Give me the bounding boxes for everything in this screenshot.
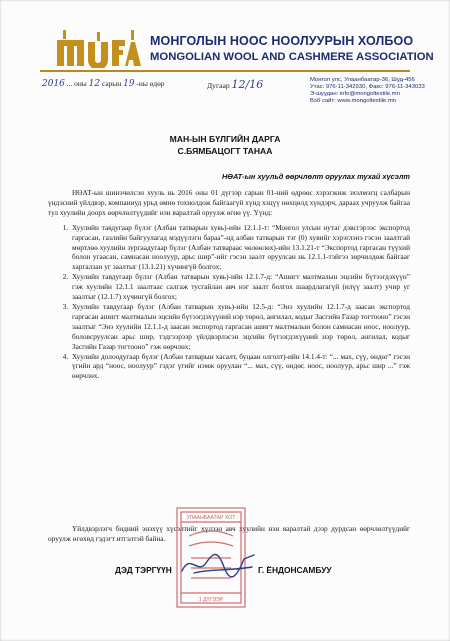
contact-address: Монгол улс, Улаанбаатар-36, Шуд-456 (310, 77, 415, 83)
proposal-list (48, 223, 410, 382)
contact-email: Э-шуудан: info@mongoltextile.mn (310, 91, 400, 98)
proposal-item-3: 3. Хуулийн тавдугаар бүлэг (Албан татварын хувь)-ийн 12.5-д: “Энэ хуулийн 12.1.7-д заасан экспортод гаргасан ашигт малтмалын эцсийн бүтээгдэхүүний нэр төрөл, ангилал, кодыг Засгийн Газар тогтооно” гэсэн заалтыг “Энэ хуулийн 12.1.1-д заасан экспортод гаргасан ашигт малтмалын болон самнасан ноос, ноолуур, боловсруулсан арьс шир, тэдгээрээр үйлдвэрлэсэн эцсийн бүтээгдэхүүний нэр төрөл, ангилал, кодыг Засгийн Газар тогтооно” гэж өөрчлөх; (70, 302, 410, 352)
signatory-title: ДЭД ТЭРГҮҮН (115, 565, 172, 575)
date-day-suffix: -ны өдөр (136, 79, 165, 88)
letter-date (42, 79, 164, 89)
proposal-item-2: 2. Хуулийн тавдугаар бүлэг (Албан татварын хувь)-ийн 12.1.7-д: “Ашигт малтмалын эцсийн бүтээгдэхүүн” гэж хуулийн 12.1.1 заалтаас салгаж тусгайлан авч нэг заалт болгох шаардлагагүй (илүү заалт) учир уг заалтыг (12.1.7) хүчингүй болгох; (70, 272, 410, 302)
letter-number (207, 78, 263, 91)
addressee-block (0, 133, 450, 157)
date-year: 2016 (42, 79, 65, 89)
date-month-suffix: сарын (101, 79, 122, 88)
handwritten-signature (178, 545, 258, 585)
date-day: 19 (123, 79, 135, 89)
contact-block (310, 77, 425, 105)
letter-subject: НӨАТ-ын хуульд өөрчлөлт оруулах тухай хүсэлт (221, 172, 410, 181)
body-closing: Үйлдвэрлэгч бидний энэхүү хүсэлтийг хүлээн авч хуулийн нэн яаралтай дээр дурдсан өөрчлөлтүүдийг оруулж өгөхөд гэдэгт итгэлтэй байна. (48, 524, 410, 543)
letter-number-value: 12/16 (231, 78, 264, 91)
proposal-item-1: 1. Хуулийн тавдугаар бүлэг (Албан татварын хувь)-ийн 12.1.1-т: “Монгол улсын нутаг дэвсгэрээс экспортод гаргасан, газлийн байгуулагад мэдүүлэгн бараа”-нд албан татварын тэг (0) хувийг хэрэглэнэ гэсэн заалтгай мөртлөө хуулийн зургаадугаар бүлэг (Албан татвараас чөлөөлөх)-ийн 13.1.21-т “Экспортод гаргасан түүхий болон угаасан, самнасан ноолуур, арьс шир”-ийг гэсэн заалт оруулсан нь 12.1.1-тэйгээ зөрчилдөж байгааг харгалзан уг заалтыг (13.1.21) хүчингүй болгох; (70, 223, 410, 273)
signatory-name: Г. ЁНДОНСАМБУУ (258, 565, 332, 575)
stamp-bottom-text: 1 ДҮГЭЭР (198, 597, 224, 603)
letter-number-label: Дугаар (207, 81, 230, 90)
org-name-mongolian: МОНГОЛЫН НООС НООЛУУРЫН ХОЛБОО (150, 34, 414, 48)
header-divider (40, 70, 410, 72)
contact-website: Вэб сайт: www.mongoltextile.mn (310, 98, 397, 105)
addressee-title: МАН-ЫН БҮЛГИЙН ДАРГА (169, 134, 281, 144)
letter-body (48, 188, 410, 385)
contact-phone-fax: Утас: 976-11-342930, Факс: 976-11-343033 (310, 84, 425, 91)
mwca-logo (55, 28, 141, 68)
body-intro: НӨАТ-ын шинэчилсэн хууль нь 2016 оны 01 дүгээр сарын 01-ний өдрөөс хэрэгжиж эхэлмэгц салбарын үндэсний үйлдвэр, компаниуд урьд өмнө тохиолдож байгаагүй хүнд хэцүү нөхцөлд хүндэрч, дараах учруулж байгаа тул хуулийн доорх өөрчлөлтүүдийг нэн яаралтай оруулж өгнө үү. Үүнд: (48, 188, 410, 217)
proposal-item-4: 4. Хуулийн долоодугаар бүлэг (Албан татварын хасалт, буцаан олголт)-ийн 14.1.4-т: “... мах, сүү, өндөг” гэсэн үгийн ард “ноос, ноолуур” гэдэг үгийг нэмж оруулан “... мах, сүү, өндөг, ноос, ноолуур, арьс шир ...” гэж өөрчлөх. (70, 352, 410, 382)
date-year-suffix: ... оны (66, 79, 87, 88)
date-month: 12 (88, 79, 101, 89)
org-name-english: MONGOLIAN WOOL AND CASHMERE ASSOCIATION (150, 51, 434, 63)
addressee-name: С.БЯМБАЦОГТ ТАНАА (177, 146, 273, 156)
stamp-top-text: УЛААНБААТАР ХОТ (186, 515, 236, 521)
